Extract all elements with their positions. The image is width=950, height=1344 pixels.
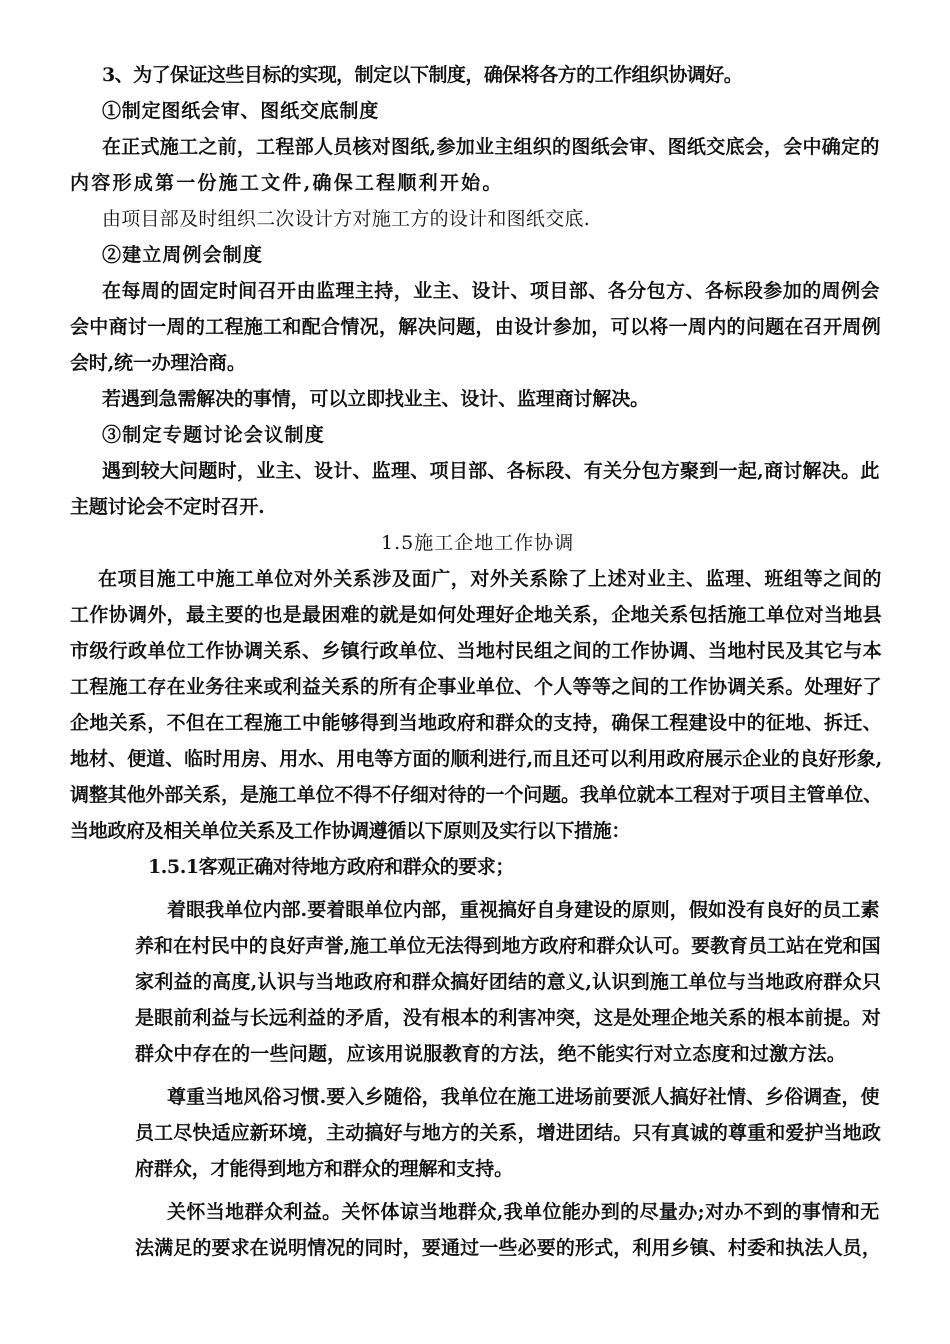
text-line: 1.5.1客观正确对待地方政府和群众的要求； bbox=[148, 856, 514, 878]
text-line: 在正式施工之前，工程部人员核对图纸,参加业主组织的图纸会审、图纸交底会，会中确定的 bbox=[102, 136, 880, 158]
text-line: 当地政府及相关单位关系及工作协调遵循以下原则及实行以下措施： bbox=[70, 820, 631, 842]
text-line: 3、为了保证这些目标的实现，制定以下制度，确保将各方的工作组织协调好。 bbox=[102, 64, 743, 86]
text-line: ①制定图纸会审、图纸交底制度 bbox=[102, 100, 380, 122]
text-line: 在项目施工中施工单位对外关系涉及面广，对外关系除了上述对业主、监理、班组等之间的 bbox=[98, 568, 883, 590]
text-line: 若遇到急需解决的事情，可以立即找业主、设计、监理商讨解决。 bbox=[102, 388, 650, 410]
text-line: 府群众，才能得到地方和群众的理解和支持。 bbox=[135, 1158, 514, 1180]
text-line: 是眼前利益与长远利益的矛盾，没有根本的利害冲突，这是处理企地关系的根本前提。对 bbox=[135, 1007, 882, 1029]
text-line: 家利益的高度,认识与当地政府和群众搞好团结的意义,认识到施工单位与当地政府群众只 bbox=[135, 971, 882, 993]
text-line: 会中商讨一周的工程施工和配合情况，解决问题，由设计参加，可以将一周内的问题在召开周例 bbox=[70, 316, 882, 338]
text-line: 内容形成第一份施工文件,确保工程顺利开始。 bbox=[70, 172, 504, 194]
text-line: 养和在村民中的良好声誉,施工单位无法得到地方政府和群众认可。要教育员工站在党和国 bbox=[135, 935, 881, 957]
text-line: 法满足的要求在说明情况的同时，要通过一些必要的形式，利用乡镇、村委和执法人员， bbox=[135, 1237, 882, 1259]
text-line: 群众中存在的一些问题，应该用说服教育的方法，绝不能实行对立态度和过激方法。 bbox=[135, 1043, 847, 1065]
text-line: 地材、便道、临时用房、用水、用电等方面的顺利进行,而且还可以利用政府展示企业的良好形象, bbox=[70, 748, 883, 770]
text-line: 主题讨论会不定时召开. bbox=[70, 496, 265, 518]
text-line: 由项目部及时组织二次设计方对施工方的设计和图纸交底. bbox=[102, 208, 591, 230]
text-line: 会时,统一办理洽商。 bbox=[70, 352, 246, 374]
text-line: 着眼我单位内部.要着眼单位内部，重视搞好自身建设的原则，假如没有良好的员工素 bbox=[167, 899, 880, 921]
text-line: 员工尽快适应新环境，主动搞好与地方的关系，增进团结。只有真诚的尊重和爱护当地政 bbox=[135, 1122, 882, 1144]
text-line: 企地关系，不但在工程施工中能够得到当地政府和群众的支持，确保工程建设中的征地、拆迁、 bbox=[70, 712, 883, 734]
text-line: 工作协调外，最主要的也是最困难的就是如何处理好企地关系，企地关系包括施工单位对当地县 bbox=[70, 604, 883, 626]
text-line: 尊重当地风俗习惯.要入乡随俗，我单位在施工进场前要派人搞好社情、乡俗调查，使 bbox=[167, 1086, 880, 1108]
text-line: 遇到较大问题时，业主、设计、监理、项目部、各标段、有关分包方聚到一起,商讨解决。此 bbox=[102, 460, 880, 482]
text-line: 在每周的固定时间召开由监理主持，业主、设计、项目部、各分包方、各标段参加的周例会 bbox=[102, 280, 881, 302]
text-line: 工程施工存在业务往来或利益关系的所有企事业单位、个人等等之间的工作协调关系。处理好了 bbox=[70, 676, 883, 698]
text-line: 关怀当地群众利益。关怀体谅当地群众,我单位能办到的尽量办;对办不到的事情和无 bbox=[167, 1201, 880, 1223]
text-line: 市级行政单位工作协调关系、乡镇行政单位、当地村民组之间的工作协调、当地村民及其它与本 bbox=[70, 640, 883, 662]
text-line: 调整其他外部关系，是施工单位不得不仔细对待的一个问题。我单位就本工程对于项目主管单位、 bbox=[70, 784, 883, 806]
text-line: ③制定专题讨论会议制度 bbox=[102, 424, 326, 446]
section-heading: 1.5施工企地工作协调 bbox=[381, 532, 575, 554]
text-line: ②建立周例会制度 bbox=[102, 244, 264, 266]
